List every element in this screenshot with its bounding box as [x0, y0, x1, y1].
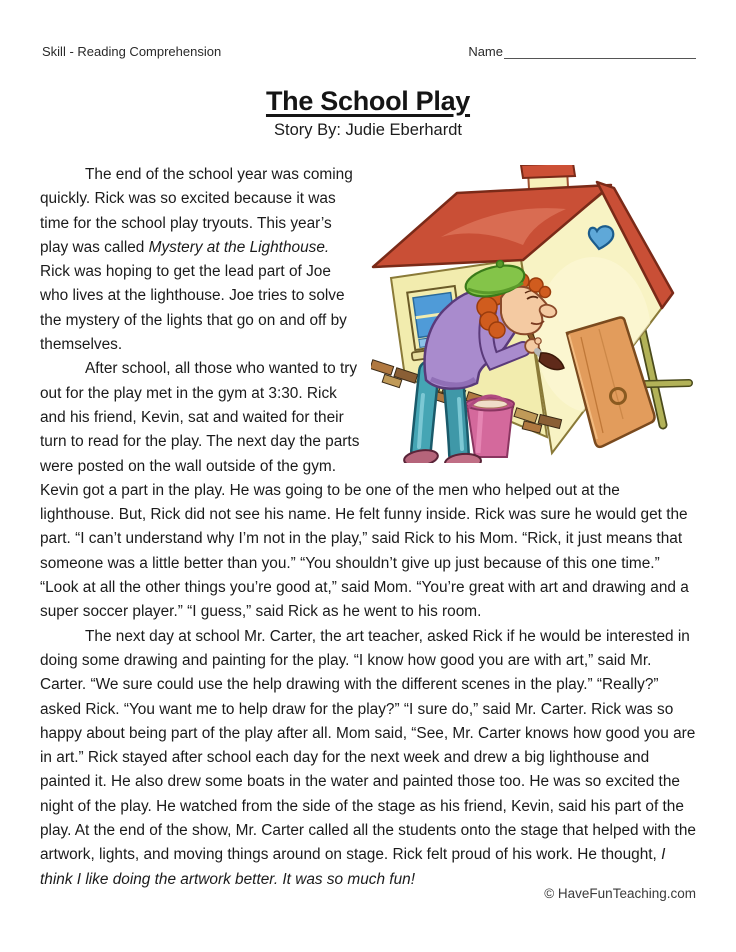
- name-label: Name: [468, 44, 503, 59]
- story-paragraph: The end of the school year was coming quickly. Rick was so excited because it was time for the school play tryouts. This year’s play was called Mystery at the Lighthouse. Rick was hoping to get the lead part of Joe who lives at the lighthouse. Joe tries to solve the mystery of the lights that go on and off by themselves.: [40, 166, 353, 354]
- paint-bucket: [466, 396, 514, 457]
- story-paragraph: The next day at school Mr. Carter, the art teacher, asked Rick if he would be interested in doing some drawing and painting for the play. “I know how good you are with art,” said Mr. Carter. “We sure could use the help drawing with the different scenes in the play.” “Really?” asked Rick. “You want me to help draw for the play?” “I sure do,” said Mr. Carter. Rick was so happy about being part of the play after all. Mom said, “See, Mr. Carter knows how good you are in art.” Rick stayed after school each day for the next week and drew a big lighthouse and painted it. He also drew some boats in the water and painted those too. He was so excited the night of the play. He watched from the side of the stage as his friend, Kevin, said his part of the play. At the end of the show, Mr. Carter called all the students onto the stage that helped with the artwork, lights, and moving things around on stage. Rick felt proud of his work. He thought, I think I like doing the artwork better. It was so much fun!: [40, 627, 696, 888]
- name-blank-line[interactable]: [504, 44, 696, 59]
- title-block: [0, 86, 736, 140]
- house-painting-illustration: [371, 165, 716, 463]
- page-title: The School Play: [265, 86, 471, 116]
- story: [40, 163, 698, 892]
- copyright-notice: © HaveFunTeaching.com: [544, 886, 696, 901]
- story-paragraph: After school, all those who wanted to try out for the play met in the gym at 3:30. Rick and his friend, Kevin, sat and waited for their turn to read for the play. The next day the parts were posted on the wall outside of the gym. Kevin got a part in the play. He was going to be one of the men who helped out at the lighthouse. But, Rick did not see his name. He felt funny inside. Rick was sure he would get the part. “I can’t understand why I’m not in the play,” said Rick to his Mom. “Rick, it just means that someone was a little better than you.” “You shouldn’t give up just because of this one time.” “Look at all the other things you’re good at,” said Mom. “You’re great with art and drawing and a super soccer player.” “I guess,” said Rick as he went to his room.: [40, 360, 689, 621]
- story-byline: Story By: Judie Eberhardt: [273, 121, 462, 139]
- worksheet-header: [0, 0, 736, 59]
- skill-label: Skill - Reading Comprehension: [42, 44, 222, 59]
- name-field[interactable]: [468, 44, 696, 59]
